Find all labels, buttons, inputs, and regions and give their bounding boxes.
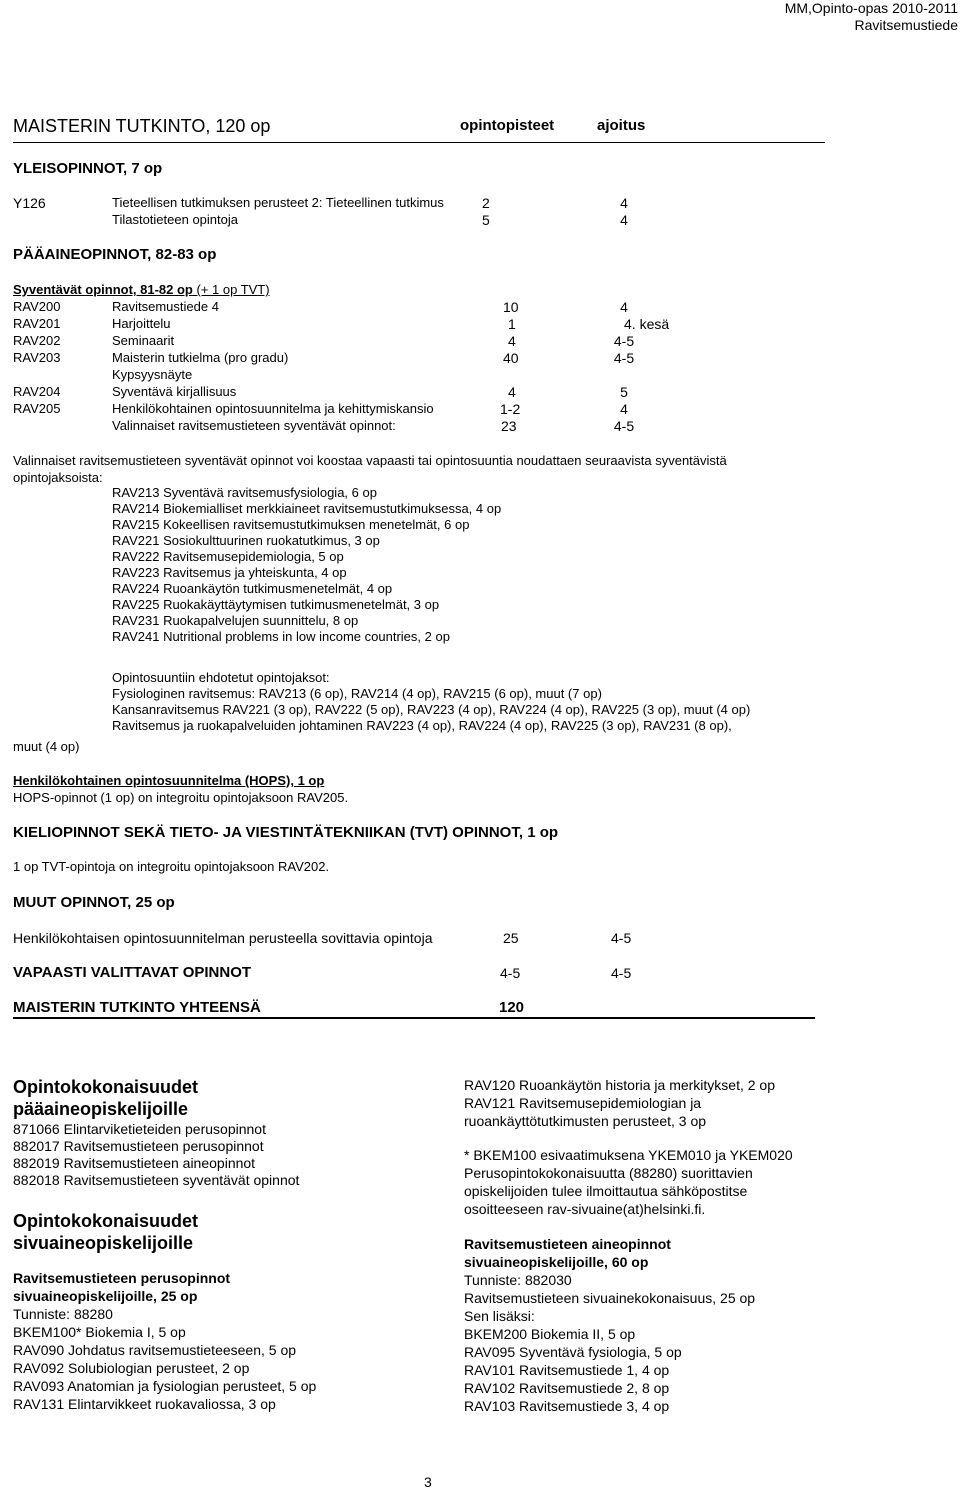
paa-row-time: 4 [620, 299, 628, 315]
paa-row-op: 4 [508, 384, 516, 400]
title-rule [13, 142, 825, 143]
yleis-row-1-name: Tieteellisen tutkimuksen perusteet 2: Tieteellinen tutkimus [112, 195, 444, 210]
elective-course: RAV231 Ruokapalvelujen suunnittelu, 8 op [112, 613, 359, 628]
paa-row-time: 4. kesä [624, 316, 670, 332]
paa-row-op: 40 [503, 350, 519, 366]
left-heading-2b: sivuaineopiskelijoille [13, 1233, 194, 1253]
left-column [13, 1076, 316, 1413]
right-sub-a: Ravitsemustieteen aineopinnot [464, 1236, 671, 1252]
left-list2-item: BKEM100* Biokemia I, 5 op [13, 1324, 186, 1340]
right-list2-item: BKEM200 Biokemia II, 5 op [464, 1326, 636, 1342]
suunta-line: Ravitsemus ja ruokapalveluiden johtaminen RAV223 (4 op), RAV224 (4 op), RAV225 (3 op), RAV231 (8 op), [112, 718, 732, 733]
kieli-text: 1 op TVT-opintoja on integroitu opintojaksoon RAV202. [13, 859, 330, 874]
suunta-block [112, 670, 750, 734]
running-header [785, 0, 958, 34]
left-list-item: 871066 Elintarviketieteiden perusopinnot [13, 1121, 266, 1137]
yleis-row-1-op: 2 [482, 195, 490, 211]
vapaasti-time: 4-5 [611, 965, 632, 981]
yleis-row-1-code: Y126 [13, 195, 46, 211]
elective-course: RAV221 Sosiokulttuurinen ruokatutkimus, 3 op [112, 533, 380, 548]
paa-row-time: 4-5 [613, 418, 635, 434]
section-heading-muut: MUUT OPINNOT, 25 op [13, 894, 175, 911]
right-note-line: opiskelijoiden tulee ilmoittautua sähköpostitse [464, 1183, 748, 1199]
paa-row-name: Valinnaiset ravitsemustieteen syventävät opinnot: [112, 418, 396, 433]
paa-row-name: Seminaarit [112, 333, 175, 348]
page-title: MAISTERIN TUTKINTO, 120 op [13, 116, 271, 136]
paa-row-code: RAV201 [13, 316, 61, 331]
paa-row-code: RAV203 [13, 350, 61, 365]
right-list-item: RAV120 Ruoankäytön historia ja merkitykset, 2 op [464, 1077, 776, 1093]
elective-course: RAV222 Ravitsemusepidemiologia, 5 op [112, 549, 344, 564]
paa-row-code: RAV200 [13, 299, 61, 314]
col-header-timing: ajoitus [597, 117, 646, 134]
page-number: 3 [424, 1474, 432, 1490]
vapaasti-name: VAPAASTI VALITTAVAT OPINNOT [13, 964, 252, 981]
elective-course: RAV214 Biokemialliset merkkiaineet ravitsemustutkimuksessa, 4 op [112, 501, 502, 516]
left-sub-a: Ravitsemustieteen perusopinnot [13, 1270, 231, 1286]
right-list-item: ruoankäyttötutkimusten perusteet, 3 op [464, 1113, 707, 1129]
paa-subheading-bold: Syventävät opinnot, 81-82 op [13, 282, 193, 297]
right-list2-item: RAV095 Syventävä fysiologia, 5 op [464, 1344, 682, 1360]
vapaasti-op: 4-5 [500, 965, 521, 981]
left-list-item: 882018 Ravitsemustieteen syventävät opinnot [13, 1172, 300, 1188]
elective-course: RAV213 Syventävä ravitsemusfysiologia, 6 op [112, 485, 377, 500]
header-line1: MM,Opinto-opas 2010-2011 [784, 0, 958, 16]
section-heading-paa: PÄÄAINEOPINNOT, 82-83 op [13, 246, 217, 263]
right-list2-item: Sen lisäksi: [464, 1308, 535, 1324]
paa-row-time: 5 [620, 384, 628, 400]
left-heading-1b: pääaineopiskelijoille [13, 1099, 189, 1119]
left-list2-item: RAV090 Johdatus ravitsemustieteeseen, 5 op [13, 1342, 297, 1358]
muut-row-op: 25 [503, 930, 519, 946]
paa-row-op: 10 [503, 299, 519, 315]
total-op: 120 [499, 999, 525, 1016]
left-list2-item: RAV093 Anatomian ja fysiologian perusteet, 5 op [13, 1378, 317, 1394]
left-list2-item: Tunniste: 88280 [13, 1306, 113, 1322]
muut-row-time: 4-5 [611, 930, 632, 946]
left-list2-item: RAV092 Solubiologian perusteet, 2 op [13, 1360, 250, 1376]
paa-row-op: 1 [508, 316, 516, 332]
valinnaiset-intro-1: Valinnaiset ravitsemustieteen syventävät opinnot voi koostaa vapaasti tai opintosuuntia noudattaen seuraavista syventävistä [13, 453, 727, 468]
right-note-line: osoitteeseen rav-sivuaine(at)helsinki.fi. [464, 1201, 706, 1217]
paa-subheading [13, 282, 270, 298]
paa-row-name: Ravitsemustiede 4 [112, 299, 219, 314]
left-list-item: 882017 Ravitsemustieteen perusopinnot [13, 1138, 264, 1154]
paa-row-op: 4 [508, 333, 516, 349]
suunta-line: Fysiologinen ravitsemus: RAV213 (6 op), RAV214 (4 op), RAV215 (6 op), muut (7 op) [112, 686, 602, 701]
left-list-item: 882019 Ravitsemustieteen aineopinnot [13, 1155, 256, 1171]
header-line2: Ravitsemustiede [854, 17, 958, 33]
paa-row-code: RAV202 [13, 333, 61, 348]
left-sub-b: sivuaineopiskelijoille, 25 op [13, 1288, 198, 1304]
paa-row-time: 4-5 [613, 350, 635, 366]
left-list2-item: RAV131 Elintarvikkeet ruokavaliossa, 3 op [13, 1396, 276, 1412]
hops-text: HOPS-opinnot (1 op) on integroitu opintojaksoon RAV205. [13, 790, 349, 805]
elective-course: RAV224 Ruoankäytön tutkimusmenetelmät, 4 op [112, 581, 393, 596]
hops-heading: Henkilökohtainen opintosuunnitelma (HOPS), 1 op [13, 773, 325, 788]
col-header-credits: opintopisteet [460, 117, 555, 134]
paa-row-code: RAV204 [13, 384, 61, 399]
paa-row-time: 4-5 [613, 333, 635, 349]
left-heading-2a: Opintokokonaisuudet [13, 1211, 199, 1231]
muut-row-name: Henkilökohtaisen opintosuunnitelman perusteella sovittavia opintoja [13, 930, 433, 946]
elective-course-list [112, 485, 501, 645]
paa-row-name: Kypsyysnäyte [112, 367, 193, 382]
right-note-line: * BKEM100 esivaatimuksena YKEM010 ja YKEM020 [464, 1147, 793, 1163]
right-list-item: RAV121 Ravitsemusepidemiologian ja [464, 1095, 702, 1111]
paa-row-op: 1-2 [500, 401, 521, 417]
paa-row-time: 4 [620, 401, 628, 417]
total-rule [13, 1017, 815, 1019]
right-sub-b: sivuaineopiskelijoille, 60 op [464, 1254, 649, 1270]
valinnaiset-intro-2: opintojaksoista: [13, 470, 103, 485]
paa-row-name: Maisterin tutkielma (pro gradu) [112, 350, 289, 365]
suunta-heading: Opintosuuntiin ehdotetut opintojaksot: [112, 670, 330, 685]
total-name: MAISTERIN TUTKINTO YHTEENSÄ [13, 999, 261, 1016]
yleis-row-1-time: 4 [620, 195, 628, 211]
paa-row-code: RAV205 [13, 401, 61, 416]
section-heading-kieli: KIELIOPINNOT SEKÄ TIETO- JA VIESTINTÄTEKNIIKAN (TVT) OPINNOT, 1 op [13, 824, 559, 841]
suunta-line: Kansanravitsemus RAV221 (3 op), RAV222 (5 op), RAV223 (4 op), RAV224 (4 op), RAV225 (3 op), muut (4 op) [112, 702, 751, 717]
right-note-line: Perusopintokokonaisuutta (88280) suorittavien [464, 1165, 753, 1181]
elective-course: RAV215 Kokeellisen ravitsemustutkimuksen menetelmät, 6 op [112, 517, 470, 532]
paa-subheading-normal: (+ 1 op TVT) [192, 282, 270, 297]
elective-course: RAV225 Ruokakäyttäytymisen tutkimusmenetelmät, 3 op [112, 597, 440, 612]
yleis-row-2-time: 4 [620, 212, 628, 228]
right-list2-item: RAV101 Ravitsemustiede 1, 4 op [464, 1362, 670, 1378]
paa-row-name: Henkilökohtainen opintosuunnitelma ja kehittymiskansio [112, 401, 434, 416]
paa-row-name: Syventävä kirjallisuus [112, 384, 237, 399]
right-column [464, 1076, 793, 1415]
section-heading-yleis: YLEISOPINNOT, 7 op [13, 160, 163, 177]
suunta-muut: muut (4 op) [13, 739, 80, 754]
right-list2-item: RAV102 Ravitsemustiede 2, 8 op [464, 1380, 670, 1396]
paa-row-op: 23 [501, 418, 517, 434]
yleis-row-2-op: 5 [482, 212, 490, 228]
right-list2-item: Tunniste: 882030 [464, 1272, 572, 1288]
yleis-row-2-name: Tilastotieteen opintoja [112, 212, 238, 227]
elective-course: RAV241 Nutritional problems in low income countries, 2 op [112, 629, 450, 644]
right-list2-item: RAV103 Ravitsemustiede 3, 4 op [464, 1398, 670, 1414]
paa-row-name: Harjoittelu [112, 316, 171, 331]
right-list2-item: Ravitsemustieteen sivuainekokonaisuus, 25 op [464, 1290, 756, 1306]
left-heading-1a: Opintokokonaisuudet [13, 1077, 199, 1097]
elective-course: RAV223 Ravitsemus ja yhteiskunta, 4 op [112, 565, 347, 580]
